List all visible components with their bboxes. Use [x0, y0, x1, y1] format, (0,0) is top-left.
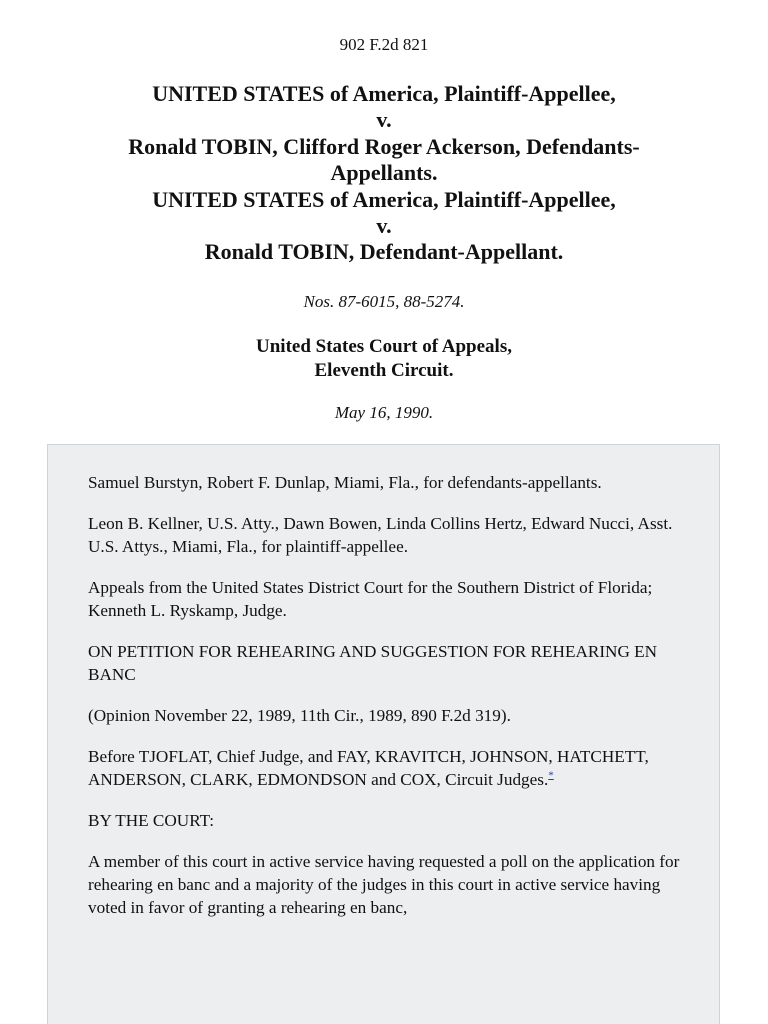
panel-paragraph — [88, 745, 688, 791]
opinion-body — [47, 444, 720, 1024]
counsel-defendants-paragraph: Samuel Burstyn, Robert F. Dunlap, Miami, Fla., for defendants-appellants. — [88, 473, 602, 492]
petition-heading: ON PETITION FOR REHEARING AND SUGGESTION FOR REHEARING EN BANC — [88, 642, 658, 684]
caption-line: v. — [376, 213, 392, 239]
caption-line: Ronald TOBIN, Defendant-Appellant. — [204, 239, 564, 265]
panel-text: Before TJOFLAT, Chief Judge, and FAY, KRAVITCH, JOHNSON, HATCHETT, ANDERSON, CLARK, EDMONDSON and COX, Circuit Judges. — [88, 747, 649, 789]
by-the-court-paragraph: BY THE COURT: — [88, 811, 215, 830]
case-caption — [40, 81, 728, 266]
order-paragraph: A member of this court in active service having requested a poll on the application for rehearing en banc and a majority of the judges in this court in active service having voted in favor of granting a rehearing en banc, — [88, 852, 680, 917]
court-line: United States Court of Appeals, — [256, 336, 512, 357]
caption-line: Appellants. — [330, 160, 438, 186]
caption-line: UNITED STATES of America, Plaintiff-Appellee, — [152, 186, 616, 212]
caption-line: Ronald TOBIN, Clifford Roger Ackerson, Defendants- — [128, 133, 640, 159]
court-name — [0, 335, 768, 383]
docket-numbers: Nos. 87-6015, 88-5274. — [303, 292, 465, 311]
caption-line: UNITED STATES of America, Plaintiff-Appellee, — [152, 81, 616, 106]
court-line: Eleventh Circuit. — [314, 360, 454, 381]
case-citation: 902 F.2d 821 — [339, 35, 429, 54]
opinion-reference-paragraph: (Opinion November 22, 1989, 11th Cir., 1989, 890 F.2d 319). — [88, 706, 511, 725]
footnote-link[interactable]: * — [548, 769, 554, 782]
appeal-from-paragraph: Appeals from the United States District Court for the Southern District of Florida; Kenneth L. Ryskamp, Judge. — [88, 578, 653, 620]
opinion-paragraphs — [88, 471, 688, 937]
caption-line: v. — [376, 107, 392, 133]
decision-date: May 16, 1990. — [334, 403, 434, 422]
counsel-plaintiff-paragraph: Leon B. Kellner, U.S. Atty., Dawn Bowen, Linda Collins Hertz, Edward Nucci, Asst. U.S. Attys., Miami, Fla., for plaintiff-appellee. — [88, 514, 673, 556]
